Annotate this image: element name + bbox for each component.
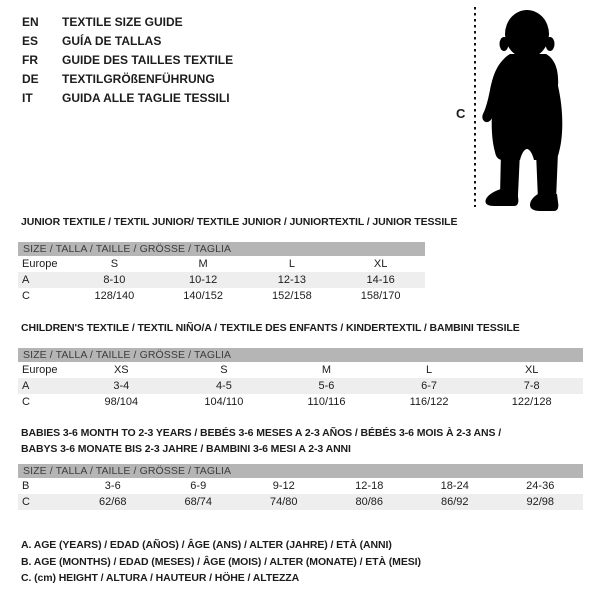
language-code: FR (22, 52, 38, 67)
language-label: GUIDA ALLE TAGLIE TESSILI (62, 90, 230, 105)
language-row-it (22, 88, 233, 107)
table-row (18, 272, 425, 288)
size-header-label: SIZE / TALLA / TAILLE / GRÖSSE / TAGLIA (18, 242, 425, 256)
cell: 74/80 (241, 494, 327, 510)
babies-size-table (18, 464, 583, 510)
footnotes (21, 539, 421, 589)
footnote-c: C. (cm) HEIGHT / ALTURA / HAUTEUR / HÖHE / ALTEZZA (21, 572, 300, 584)
table-header-bar (18, 242, 425, 256)
language-row-es (22, 31, 233, 50)
table-row (18, 256, 425, 272)
cell: 92/98 (498, 494, 584, 510)
cell: 12-18 (355, 480, 384, 492)
baby-silhouette (482, 10, 562, 211)
row-label: B (22, 480, 30, 492)
cell: 18-24 (440, 480, 469, 492)
cell: 24-36 (526, 480, 555, 492)
cell: 62/68 (70, 494, 156, 510)
cell: 68/74 (156, 494, 242, 510)
footnote-b: B. AGE (MONTHS) / EDAD (MESES) / ÂGE (MOIS) / ALTER (MONATE) / ETÀ (MESI) (21, 555, 421, 568)
cell: 3-4 (70, 378, 173, 394)
language-code: EN (22, 14, 39, 29)
cell: 116/122 (409, 396, 449, 408)
cell: S (220, 364, 228, 376)
cell: 152/158 (271, 290, 312, 302)
cell: 10-12 (159, 272, 248, 288)
cell: 122/128 (511, 396, 552, 408)
cell: M (321, 364, 332, 376)
row-label: Europe (22, 258, 58, 270)
junior-size-table (18, 242, 425, 304)
baby-silhouette-figure (467, 2, 597, 214)
cell: 140/152 (183, 290, 223, 302)
section-title-babies-line2: BABYS 3-6 MONATE BIS 2-3 JAHRE / BAMBINI 3-6 MESI A 2-3 ANNI (21, 442, 351, 455)
row-label: C (18, 494, 70, 510)
row-label: A (18, 272, 70, 288)
cell: 86/92 (412, 494, 498, 510)
row-label: C (22, 396, 30, 408)
language-label: GUÍA DE TALLAS (62, 33, 162, 48)
language-code: IT (22, 90, 33, 105)
language-row-fr (22, 50, 233, 69)
language-code: ES (22, 33, 39, 48)
cell: S (110, 258, 119, 270)
row-label: Europe (22, 364, 58, 376)
cell: 158/170 (360, 290, 401, 302)
cell: M (198, 258, 208, 270)
cell: 4-5 (173, 378, 276, 394)
section-title-babies (21, 426, 501, 457)
section-title-children: CHILDREN'S TEXTILE / TEXTIL NIÑO/A / TEXTILE DES ENFANTS / KINDERTEXTIL / BAMBINI TESSILE (21, 322, 520, 334)
row-label: C (22, 290, 30, 302)
cell: 14-16 (336, 272, 425, 288)
children-size-table (18, 348, 583, 410)
language-label: TEXTILE SIZE GUIDE (62, 14, 183, 29)
language-label: TEXTILGRÖßENFÜHRUNG (62, 71, 215, 86)
cell: 6-7 (378, 378, 481, 394)
section-title-junior: JUNIOR TEXTILE / TEXTIL JUNIOR/ TEXTILE JUNIOR / JUNIORTEXTIL / JUNIOR TESSILE (21, 216, 458, 228)
section-title-babies-line1: BABIES 3-6 MONTH TO 2-3 YEARS / BEBÉS 3-6 MESES A 2-3 AÑOS / BÉBÉS 3-6 MOIS À 2-3 ANS / (21, 427, 502, 439)
cell: 98/104 (104, 396, 139, 408)
table-row (18, 494, 583, 510)
cell: 104/110 (204, 396, 244, 408)
cell: 3-6 (104, 480, 121, 492)
cell: 8-10 (70, 272, 159, 288)
language-label: GUIDE DES TAILLES TEXTILE (62, 52, 234, 67)
language-row-en (22, 12, 233, 31)
language-list (22, 12, 233, 107)
cell: 110/116 (307, 396, 346, 408)
footnote-a: A. AGE (YEARS) / EDAD (AÑOS) / ÂGE (ANS) / ALTER (JAHRE) / ETÀ (ANNI) (21, 539, 392, 551)
cell: 7-8 (480, 378, 583, 394)
cell: XL (373, 258, 388, 270)
cell: 9-12 (272, 480, 295, 492)
cell: XS (113, 364, 129, 376)
table-header-bar (18, 464, 583, 478)
size-header-label: SIZE / TALLA / TAILLE / GRÖSSE / TAGLIA (18, 348, 583, 362)
table-row (18, 478, 583, 494)
cell: XL (524, 364, 539, 376)
cell: 5-6 (275, 378, 378, 394)
language-row-de (22, 69, 233, 88)
cell: L (426, 364, 433, 376)
table-row (18, 378, 583, 394)
cell: 12-13 (248, 272, 337, 288)
cell: 80/86 (327, 494, 413, 510)
table-header-bar (18, 348, 583, 362)
table-row (18, 288, 425, 304)
cell: 128/140 (94, 290, 135, 302)
cell: L (288, 258, 295, 270)
table-row (18, 394, 583, 410)
cell: 6-9 (190, 480, 207, 492)
language-code: DE (22, 71, 39, 86)
height-measure-label: C (456, 106, 466, 121)
table-row (18, 362, 583, 378)
size-header-label: SIZE / TALLA / TAILLE / GRÖSSE / TAGLIA (18, 464, 583, 478)
row-label: A (18, 378, 70, 394)
